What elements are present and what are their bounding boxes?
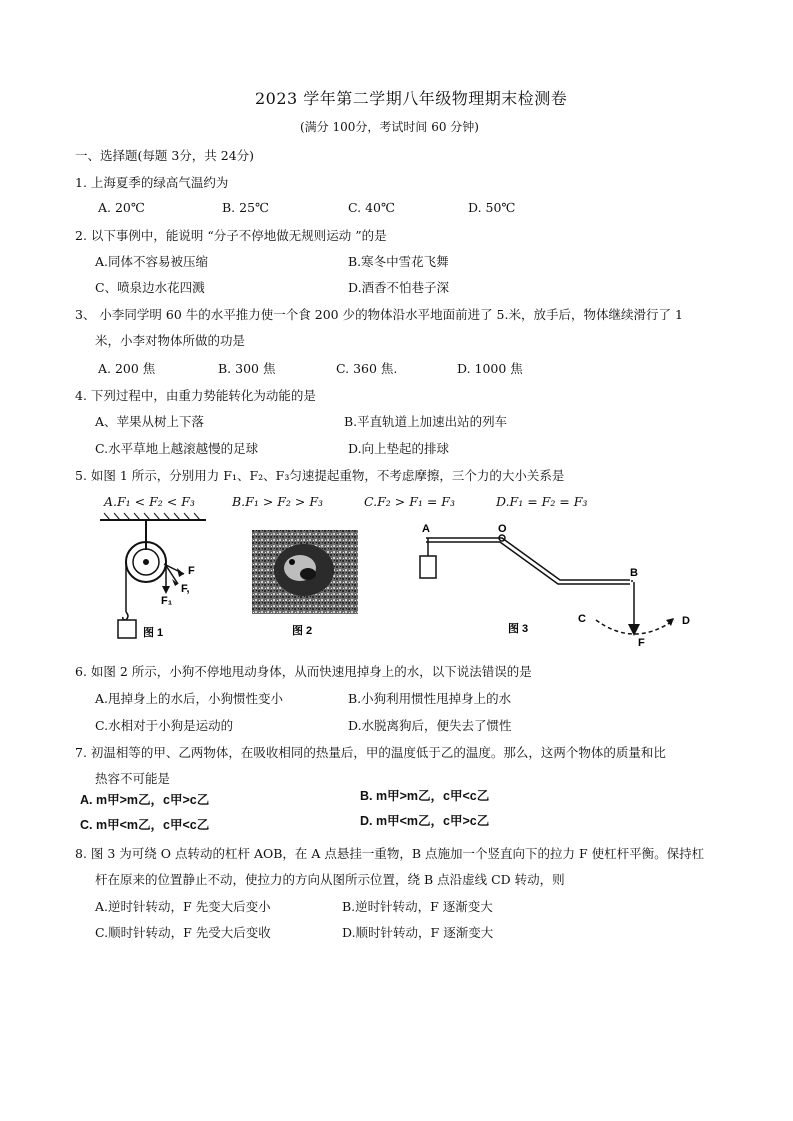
figure-3-label-c: C xyxy=(578,613,586,625)
question-8-option-a: A.逆时针转动，F 先变大后变小 xyxy=(95,899,271,914)
figure-3-lever xyxy=(412,518,702,648)
question-7-option-b: B. m甲>m乙，c甲<c乙 xyxy=(360,789,490,803)
page-title: 2023 学年第二学期八年级物理期末检测卷 xyxy=(255,89,568,108)
question-2-option-b: B.寒冬中雪花飞舞 xyxy=(348,254,449,269)
section-heading: 一、选择题(每题 3分，共 24分) xyxy=(75,148,255,163)
question-7-stem-continued: 热容不可能是 xyxy=(95,771,171,786)
question-2-option-c: C、喷泉边水花四溅 xyxy=(95,280,205,295)
question-1-option-c: C. 40℃ xyxy=(348,200,395,215)
question-4-stem: 4. 下列过程中，由重力势能转化为动能的是 xyxy=(75,388,316,403)
question-4-option-d: D.向上垫起的排球 xyxy=(348,441,450,456)
question-4-option-c: C.水平草地上越滚越慢的足球 xyxy=(95,441,259,456)
figure-3-label-d: D xyxy=(682,615,690,627)
question-3-stem-continued: 米，小李对物体所做的功是 xyxy=(95,333,246,348)
question-8-stem: 8. 图 3 为可绕 O 点转动的杠杆 AOB，在 A 点悬挂一重物，B 点施加一个竖直向下的拉力 F 使杠杆平衡。保持杠 xyxy=(75,846,705,861)
question-2-stem: 2. 以下事例中，能说明 “分子不停地做无规则运动 ”的是 xyxy=(75,228,387,243)
figure-1-label-f: F xyxy=(188,565,195,577)
question-5-option-c: C.F₂ > F₁ = F₃ xyxy=(364,494,455,509)
question-7-option-d: D. m甲<m乙，c甲>c乙 xyxy=(360,814,490,828)
question-6-option-b: B.小狗利用惯性甩掉身上的水 xyxy=(348,691,512,706)
question-8-option-c: C.顺时针转动，F 先受大后变收 xyxy=(95,925,271,940)
question-6-option-c: C.水相对于小狗是运动的 xyxy=(95,718,234,733)
question-5-stem: 5. 如图 1 所示，分别用力 F₁、F₂、F₃匀速提起重物，不考虑摩擦，三个力的大小关系是 xyxy=(75,468,565,483)
question-8-stem-continued: 杆在原来的位置静止不动，使拉力的方向从图所示位置，绕 B 点沿虚线 CD 转动，则 xyxy=(95,872,565,887)
page-subtitle: (满分 100分，考试时间 60 分钟) xyxy=(300,120,479,134)
figure-1-caption: 图 1 xyxy=(143,627,164,639)
question-1-option-b: B. 25℃ xyxy=(222,200,270,215)
question-3-option-b: B. 300 焦 xyxy=(218,361,276,376)
question-6-stem: 6. 如图 2 所示，小狗不停地甩动身体，从而快速甩掉身上的水，以下说法错误的是 xyxy=(75,664,532,679)
question-2-option-d: D.酒香不怕巷子深 xyxy=(348,280,450,295)
question-2-option-a: A.同体不容易被压缩 xyxy=(95,254,209,269)
question-1-option-d: D. 50℃ xyxy=(468,200,516,215)
figure-3-label-f: F xyxy=(638,637,645,648)
question-5-option-a: A.F₁ < F₂ < F₃ xyxy=(104,494,195,509)
question-6-option-a: A.甩掉身上的水后，小狗惯性变小 xyxy=(95,691,284,706)
question-7-option-c: C. m甲<m乙，c甲<c乙 xyxy=(80,818,210,832)
question-7-stem: 7. 初温相等的甲、乙两物体，在吸收相同的热量后，甲的温度低于乙的温度。那么，这两个物体的质量和比 xyxy=(75,745,666,760)
question-7-option-a: A. m甲>m乙，c甲>c乙 xyxy=(80,793,210,807)
figure-1-label-f1: F₁ xyxy=(161,595,173,607)
question-4-option-a: A、苹果从树上下落 xyxy=(95,414,205,429)
figure-3-label-o: O xyxy=(498,523,507,535)
figure-2-caption: 图 2 xyxy=(292,625,313,637)
figure-1-label-f-prime: F, xyxy=(181,583,190,595)
question-8-option-b: B.逆时针转动，F 逐渐变大 xyxy=(342,899,493,914)
figure-1-pulley xyxy=(98,512,208,644)
question-6-option-d: D.水脱离狗后，便失去了惯性 xyxy=(348,718,512,733)
question-5-option-b: B.F₁ > F₂ > F₃ xyxy=(232,494,324,509)
question-3-option-d: D. 1000 焦 xyxy=(457,361,523,376)
question-8-option-d: D.顺时针转动，F 逐渐变大 xyxy=(342,925,494,940)
question-4-option-b: B.平直轨道上加速出站的列车 xyxy=(344,414,508,429)
figure-3-label-b: B xyxy=(630,567,638,579)
question-3-option-c: C. 360 焦. xyxy=(336,361,398,376)
question-1-stem: 1. 上海夏季的绿高气温约为 xyxy=(75,175,229,190)
question-5-option-d: D.F₁ = F₂ = F₃ xyxy=(496,494,588,509)
question-3-stem: 3、 小李同学明 60 牛的水平推力使一个食 200 少的物体沿水平地面前进了 5.米，放手后，物体继续滑行了 1 xyxy=(75,307,683,322)
figure-3-caption: 图 3 xyxy=(508,623,529,635)
figure-3-label-a: A xyxy=(422,523,430,535)
figure-2-dog-photo xyxy=(252,530,358,640)
question-3-option-a: A. 200 焦 xyxy=(98,361,156,376)
question-1-option-a: A. 20℃ xyxy=(98,200,145,215)
